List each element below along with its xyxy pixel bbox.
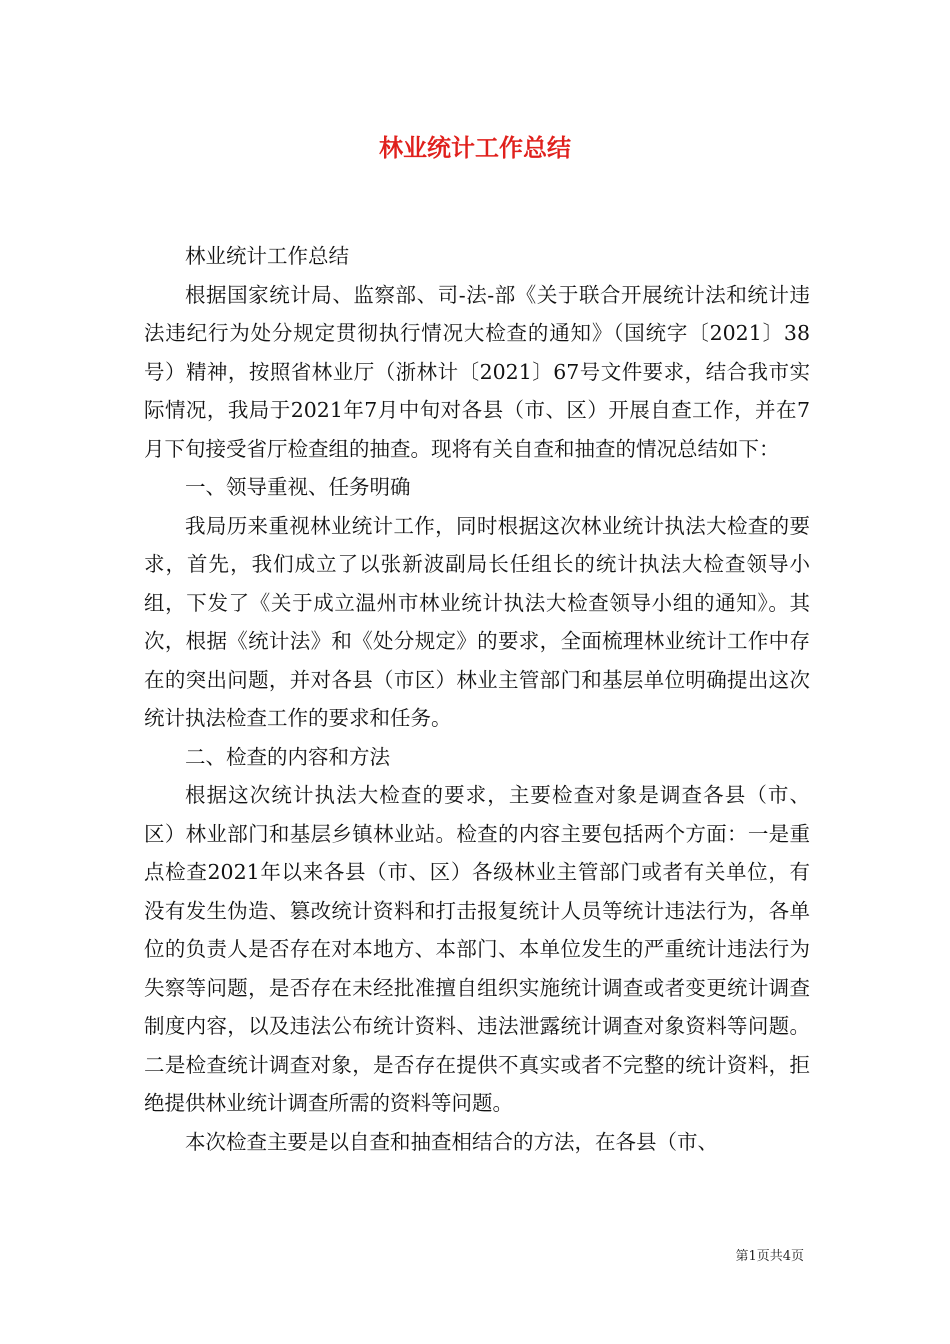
paragraph-intro: 根据国家统计局、监察部、司-法-部《关于联合开展统计法和统计违法违纪行为处分规定贯彻执行情况大检查的通知》（国统字〔2021〕38号）精神，按照省林业厅（浙林计〔2021〕67号文件要求，结合我市实际情况，我局于2021年7月中旬对各县（市、区）开展自查工作，并在7月下旬接受省厅检查组的抽查。现将有关自查和抽查的情况总结如下： — [144, 282, 810, 461]
paragraph-method: 本次检查主要是以自查和抽查相结合的方法，在各县（市、 — [185, 1129, 718, 1154]
paragraph-section-1: 我局历来重视林业统计工作，同时根据这次林业统计执法大检查的要求，首先，我们成立了以张新波副局长任组长的统计执法大检查领导小组，下发了《关于成立温州市林业统计执法大检查领导小组的通知》。其次，根据《统计法》和《处分规定》的要求，全面梳理林业统计工作中存在的突出问题，并对各县（市区）林业主管部门和基层单位明确提出这次统计执法检查工作的要求和任务。 — [144, 513, 810, 730]
page-number: 第1页共4页 — [735, 1249, 804, 1264]
document-body — [144, 237, 810, 1161]
section-heading-2: 二、检查的内容和方法 — [185, 744, 390, 769]
section-heading-1: 一、领导重视、任务明确 — [185, 475, 411, 499]
document-title: 林业统计工作总结 — [379, 134, 571, 162]
body-subtitle: 林业统计工作总结 — [185, 244, 349, 268]
paragraph-section-2: 根据这次统计执法大检查的要求，主要检查对象是调查各县（市、区）林业部门和基层乡镇林业站。检查的内容主要包括两个方面：一是重点检查2021年以来各县（市、区）各级林业主管部门或者有关单位，有没有发生伪造、篡改统计资料和打击报复统计人员等统计违法行为，各单位的负责人是否存在对本地方、本部门、本单位发生的严重统计违法行为失察等问题，是否存在未经批准擅自组织实施统计调查或者变更统计调查制度内容，以及违法公布统计资料、违法泄露统计调查对象资料等问题。二是检查统计调查对象，是否存在提供不真实或者不完整的统计资料，拒绝提供林业统计调查所需的资料等问题。 — [144, 783, 810, 1115]
